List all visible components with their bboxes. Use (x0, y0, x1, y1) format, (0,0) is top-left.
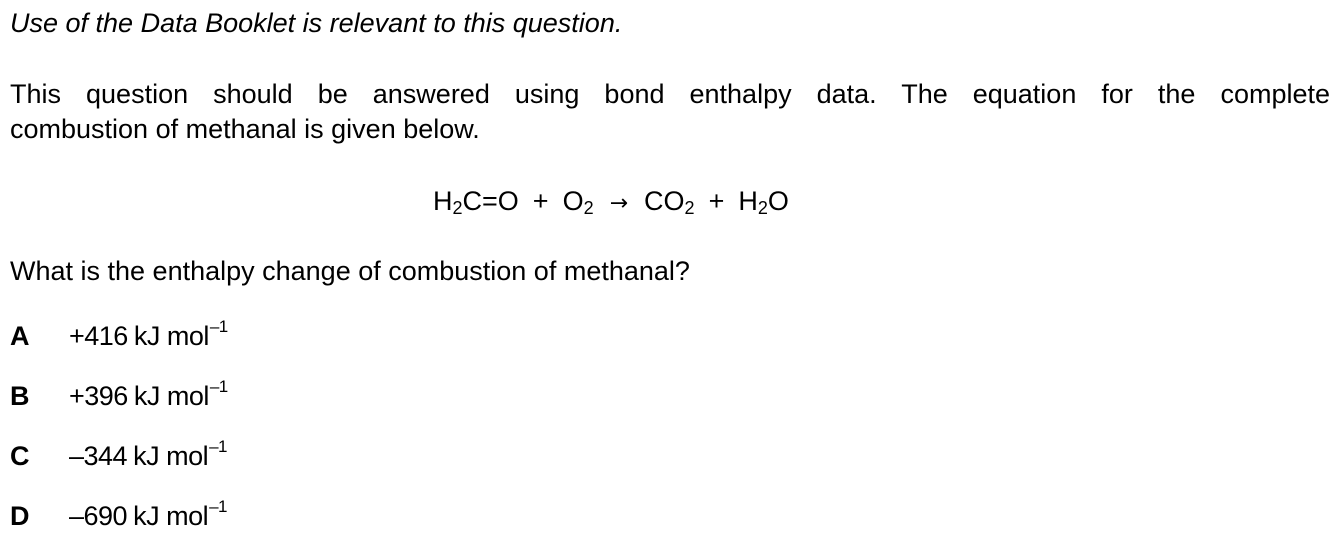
question-text: What is the enthalpy change of combustion of methanal? (10, 256, 690, 286)
stem-line-1: This question should be answered using bond enthalpy data. The equation for the complete (10, 79, 1330, 109)
data-booklet-note: Use of the Data Booklet is relevant to this question. (10, 8, 623, 38)
question-page (10, 0, 1330, 544)
stem-line-2: combustion of methanal is given below. (10, 114, 480, 144)
product-carbon-dioxide: $CO_2$ (644, 186, 695, 218)
reactant-methanal: $H_2C=O$ (433, 186, 519, 218)
plus-sign: + (708, 186, 725, 216)
reactant-oxygen: $O_2$ (562, 186, 594, 218)
option-letter: C (10, 441, 30, 471)
plus-sign: + (532, 186, 549, 216)
question-stem (10, 77, 1330, 147)
option-value: +396 kJ mol$^{-1}$ (69, 377, 228, 411)
option-letter: B (10, 381, 30, 411)
reaction-arrow-icon: → (609, 191, 629, 216)
option-letter: A (10, 321, 30, 351)
option-letter: D (10, 501, 30, 531)
option-value: –344 kJ mol$^{-1}$ (69, 437, 228, 471)
option-value: –690 kJ mol$^{-1}$ (69, 497, 228, 531)
product-water: $H_2O$ (738, 186, 789, 218)
combustion-equation (433, 184, 789, 221)
option-value: +416 kJ mol$^{-1}$ (69, 317, 228, 351)
